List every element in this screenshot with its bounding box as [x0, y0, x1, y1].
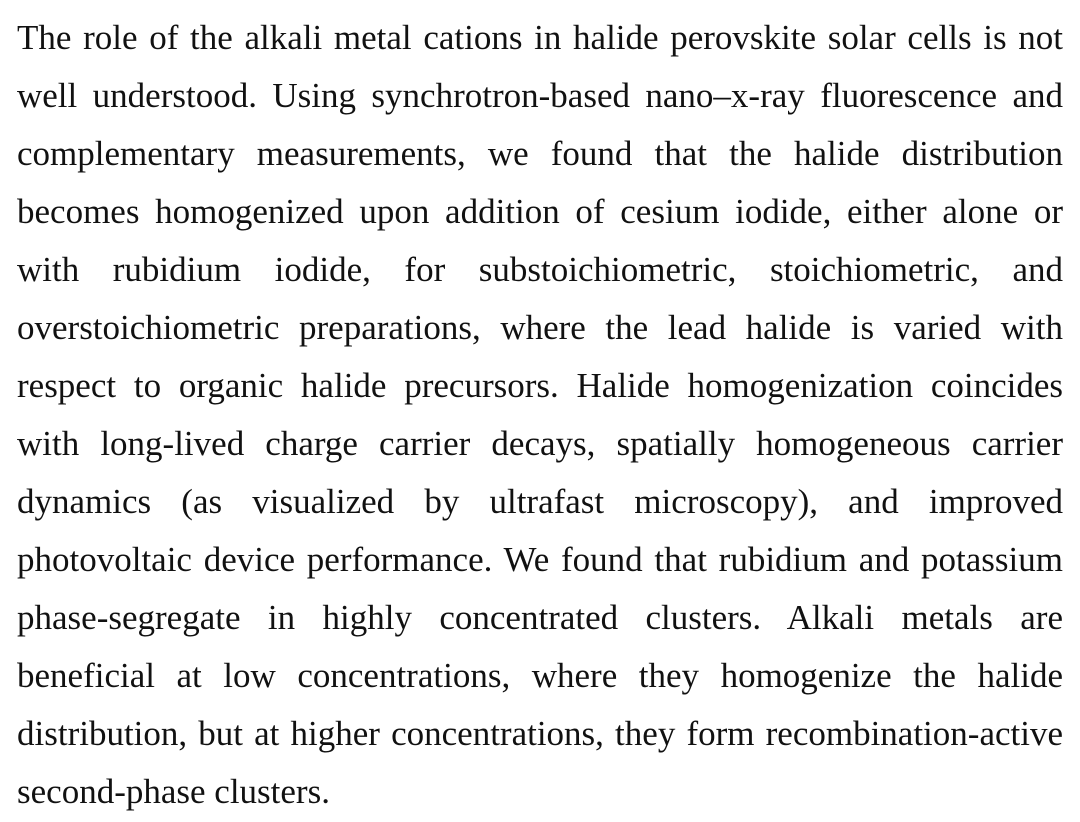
abstract-line: The role of the alkali metal cations in halide perovskite solar cells is not: [17, 18, 1063, 57]
abstract-line: distribution, but at higher concentrations, they form recombination-active: [17, 714, 1063, 753]
abstract-line: respect to organic halide precursors. Halide homogenization coincides: [17, 366, 1063, 405]
abstract-line: with rubidium iodide, for substoichiometric, stoichiometric, and: [17, 250, 1063, 289]
abstract-line: with long-lived charge carrier decays, spatially homogeneous carrier: [17, 424, 1063, 463]
abstract-line: dynamics (as visualized by ultrafast microscopy), and improved: [17, 482, 1063, 521]
abstract-paragraph: [17, 9, 1063, 821]
abstract-line: well understood. Using synchrotron-based nano–x-ray fluorescence and: [17, 76, 1063, 115]
abstract-line: phase-segregate in highly concentrated clusters. Alkali metals are: [17, 598, 1063, 637]
abstract-line: complementary measurements, we found that the halide distribution: [17, 134, 1063, 173]
abstract-line: beneficial at low concentrations, where they homogenize the halide: [17, 656, 1063, 695]
abstract-line: overstoichiometric preparations, where the lead halide is varied with: [17, 308, 1063, 347]
abstract-line: photovoltaic device performance. We found that rubidium and potassium: [17, 540, 1063, 579]
abstract-line: becomes homogenized upon addition of cesium iodide, either alone or: [17, 192, 1063, 231]
abstract-line: second-phase clusters.: [17, 772, 330, 811]
